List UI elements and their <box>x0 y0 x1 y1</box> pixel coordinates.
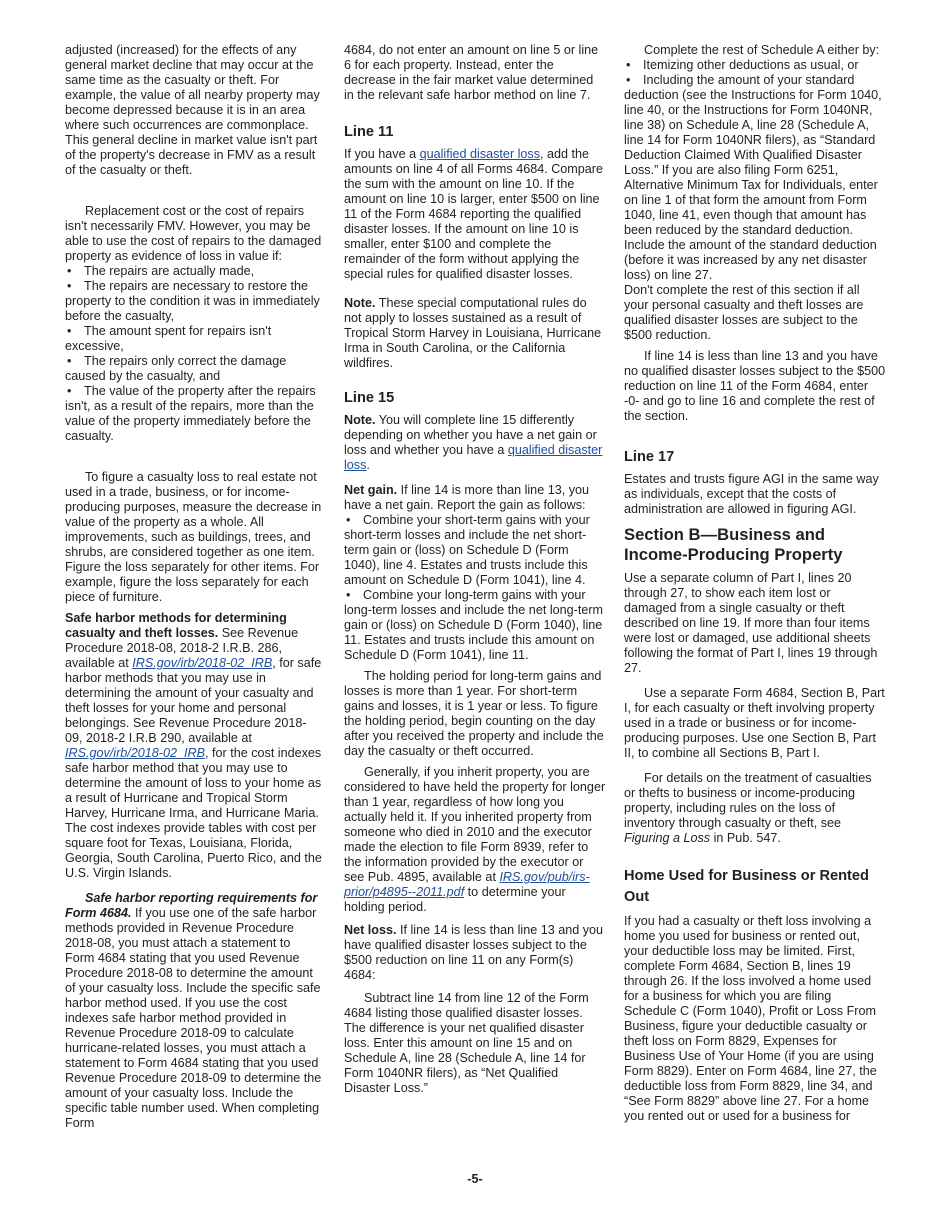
text-run: If line 14 is more than line 13, you have a net gain. Report the gain as follows: <box>344 483 590 512</box>
paragraph-real-estate-loss: To figure a casualty loss to real estate not used in a trade, business, or for income-producing purposes, measure the decrease in value of the property as a whole. All improvements, such as buildings, trees, and shrubs, are considered together as one item. Figure the loss separately for other items. For example, figure the loss separately for each piece of furniture. <box>65 470 322 604</box>
heading-home-used-for-business: Home Used for Business or Rented Out <box>624 868 869 905</box>
net-gain-label: Net gain. <box>344 483 398 497</box>
heading-line-15: Line 15 <box>344 390 395 406</box>
page-number: -5- <box>467 1172 483 1186</box>
paragraph-complete-schedule-a: Complete the rest of Schedule A either by: <box>644 43 880 57</box>
paragraph-safe-harbor-continued: 4684, do not enter an amount on line 5 or line 6 for each property. Instead, enter the decrease in the fair market value determined in the relevant safe harbor method on line 7. <box>344 43 599 102</box>
paragraph-safe-harbor-methods <box>65 611 323 881</box>
safe-harbor-title: Safe harbor methods for determining casualty and theft losses. <box>65 611 287 640</box>
text-run: You will complete line 15 differently depending on whether you have a net gain or loss and whether you have a <box>344 413 597 457</box>
pub-4895-link[interactable]: IRS.gov/pub/irs-prior/p4895--2011.pdf <box>344 870 590 899</box>
column-middle <box>344 43 606 1096</box>
qualified-disaster-loss-link-2[interactable]: qualified disaster loss <box>344 443 603 472</box>
list-item: • The repairs are necessary to restore the property to the condition it was in immediately before the casualty, <box>65 279 323 324</box>
text-run: to determine your holding period. <box>344 885 566 914</box>
paragraph-net-loss <box>344 923 606 983</box>
net-loss-label: Net loss. <box>344 923 397 937</box>
paragraph-net-gain <box>344 483 606 513</box>
text-run: If line 14 is less than line 13 and you have qualified disaster losses subject to the $500 reduction on line 11 on any Form(s) 4684: <box>344 923 604 982</box>
list-item: • Itemizing other deductions as usual, or <box>624 58 886 73</box>
text-run: For details on the treatment of casualties or thefts to business or income-producing property, including rules on the loss of inventory through casualty or theft, see <box>624 771 872 830</box>
paragraph-reporting-requirements <box>65 891 323 1131</box>
list-item: • Including the amount of your standard deduction (see the Instructions for Form 1040, line 40, or the Instructions for Form 1040NR, line 38) on Schedule A, line 28 (Schedule A, line 14 for Form 1040NR filers), as “Standard Deduction Claimed With Qualified Disaster Loss.” If you are also filing Form 6251, Alternative Minimum Tax for Individuals, enter on line 1 of that form the amount from Form 1040, line 41, even though that amount has been reduced by the standard deduction. Include the amount of the standard deduction (before it was increased by any net disaster loss) on line 27. <box>624 73 886 283</box>
irb-link-2[interactable]: IRS.gov/irb/2018-02_IRB <box>65 746 206 760</box>
paragraph-replacement-cost: Replacement cost or the cost of repairs isn't necessarily FMV. However, you may be able to use the cost of repairs to the damaged property as evidence of loss in value if: <box>65 204 322 263</box>
reporting-requirements-title: Safe harbor reporting requirements for Form 4684. <box>65 891 318 920</box>
paragraph-inherited-property <box>344 765 606 915</box>
irb-link-1[interactable]: IRS.gov/irb/2018-02_IRB <box>132 656 273 670</box>
paragraph-home-used-for-business: If you had a casualty or theft loss involving a home you used for business or rented out, your deductible loss may be limited. First, complete Form 4684, Section B, lines 19 through 26. If the loss involved a home used for a business for which you are filing Schedule C (Form 1040), Profit or Loss From Business, figure your deductible casualty or theft loss on Form 8829, Expenses for Business Use of Your Home (if you are using Form 8829). Enter on Form 4684, line 27, the deductible loss from Form 8829, line 34, and “See Form 8829” above line 27. For a home you rented out or used for a business for <box>624 914 877 1123</box>
repairs-list <box>65 264 323 444</box>
list-item: • The value of the property after the repairs isn't, as a result of the repairs, more than the value of the property immediately before the casualty. <box>65 384 323 444</box>
text-run: See Revenue Procedure 2018-08, 2018-2 I.R.B. 286, available at <box>65 626 299 670</box>
paragraph-section-b-1: Use a separate column of Part I, lines 20 through 27, to show each item lost or damaged from a single casualty or theft described on line 19. If more than four items were lost or damaged, use additional sheets following the format of Part I, lines 19 through 27. <box>624 571 878 675</box>
text-run: , for the cost indexes safe harbor method that you may use to determine the amount of loss to your home as a result of Hurricane and Tropical Storm Harvey, Hurricane Irma, and Hurricane Maria. The cost indexes provide tables with cost per square foot for Texas, Louisiana, Florida, Georgia, South Carolina, Puerto Rico, and the U.S. Virgin Islands. <box>65 746 322 880</box>
paragraph-market-decline: adjusted (increased) for the effects of any general market decline that may occur at the same time as the casualty or theft. For example, the value of all nearby property may become depressed because it is in an area where such occurrences are commonplace. This general decline in market value isn't part of the property's decrease in FMV as a result of the casualty or theft. <box>65 43 320 177</box>
text-run: in Pub. 547. <box>710 831 781 845</box>
paragraph-dont-complete: Don't complete the rest of this section if all your personal casualty and theft losses are qualified disaster losses are subject to the $500 reduction. <box>624 283 864 342</box>
schedule-a-list <box>624 58 886 283</box>
paragraph-line-11 <box>344 147 606 282</box>
list-item: • The repairs are actually made, <box>65 264 323 279</box>
paragraph-note-line-15 <box>344 413 606 473</box>
column-right <box>624 43 886 1124</box>
note-label: Note. <box>344 296 376 310</box>
net-gain-list <box>344 513 606 663</box>
paragraph-no-qualified-losses: If line 14 is less than line 13 and you have no qualified disaster losses subject to the $500 reduction on line 11 of the Form 4684, enter -0- and go to line 16 and complete the rest of the section. <box>624 349 886 423</box>
qualified-disaster-loss-link[interactable]: qualified disaster loss <box>419 147 541 161</box>
paragraph-holding-period: The holding period for long-term gains and losses is more than 1 year. For short-term gains and losses, it is 1 year or less. To figure the holding period, begin counting on the day after you received the property and include the day the casualty or theft occurred. <box>344 669 604 758</box>
list-item: • Combine your short-term gains with your short-term losses and include the net short-term gain or (loss) on Schedule D (Form 1040), line 4. Estates and trusts include this amount on Schedule D (Form 1041), line 4. <box>344 513 606 588</box>
list-item: • The amount spent for repairs isn't excessive, <box>65 324 323 354</box>
paragraph-line-17: Estates and trusts figure AGI in the same way as individuals, except that the costs of administration are allowed in figuring AGI. <box>624 472 879 516</box>
text-run: If you use one of the safe harbor methods provided in Revenue Procedure 2018-08, you must attach a statement to Form 4684 stating that you used Revenue Procedure 2018-08 to determine the amount of your casualty loss. Include the specific safe harbor method used. If you use the cost indexes safe harbor method provided in Revenue Procedure 2018-09 to calculate hurricane-related losses, you must attach a statement to Form 4684 stating that you used Revenue Procedure 2018-09 to determine the amount of your casualty loss. Include the specific table number used. When completing Form <box>65 906 322 1130</box>
text-run: . <box>366 458 370 472</box>
heading-section-b: Section B—Business and Income-Producing Property <box>624 525 843 564</box>
note-label: Note. <box>344 413 376 427</box>
heading-line-17: Line 17 <box>624 449 675 465</box>
paragraph-subtract-line-14: Subtract line 14 from line 12 of the Form 4684 listing those qualified disaster losses. The difference is your net qualified disaster loss. Enter this amount on line 15 and on Schedule A, line 28 (Schedule A, line 14 for Form 1040NR filers), as “Net Qualified Disaster Loss.” <box>344 991 589 1095</box>
figuring-a-loss-reference: Figuring a Loss <box>624 831 711 845</box>
paragraph-section-b-2: Use a separate Form 4684, Section B, Part I, for each casualty or theft involving property used in a trade or business or for income-producing purposes. Use one Section B, Part II, to combine all Sections B, Part I. <box>624 686 885 760</box>
paragraph-section-b-3 <box>624 771 886 846</box>
paragraph-note-special-rules <box>344 296 606 371</box>
text-run: If you have a <box>344 147 420 161</box>
text-run: , add the amounts on line 4 of all Forms 4684. Compare the sum with the amount on line 10. If the amount on line 10 is larger, enter $500 on line 11 of the Form 4684 reporting the qualified disaster losses. If the amount on line 10 is smaller, enter $100 and complete the remainder of the form without applying the special rules for qualified disaster losses. <box>344 147 604 281</box>
list-item: • The repairs only correct the damage caused by the casualty, and <box>65 354 323 384</box>
text-run: , for safe harbor methods that you may use in determining the amount of your casualty and theft losses for your home and personal belongings. See Revenue Procedure 2018-09, 2018-2 I.R.B 290, available at <box>65 656 322 745</box>
list-item: • Combine your long-term gains with your long-term losses and include the net long-term gain or (loss) on Schedule D (Form 1040), line 11. Estates and trusts include this amount on Schedule D (Form 1041), line 11. <box>344 588 606 663</box>
column-left <box>65 43 323 1131</box>
text-run: Generally, if you inherit property, you are considered to have held the property for longer than 1 year, regardless of how long you actually held it. If you inherited property from someone who died in 2010 and the executor made the election to file Form 8939, refer to the information provided by the executor or see Pub. 4895, available at <box>344 765 606 884</box>
text-run: These special computational rules do not apply to losses sustained as a result of Tropical Storm Harvey in Louisiana, Hurricane Irma in South Carolina, or the California wildfires. <box>344 296 602 370</box>
heading-line-11: Line 11 <box>344 124 394 140</box>
